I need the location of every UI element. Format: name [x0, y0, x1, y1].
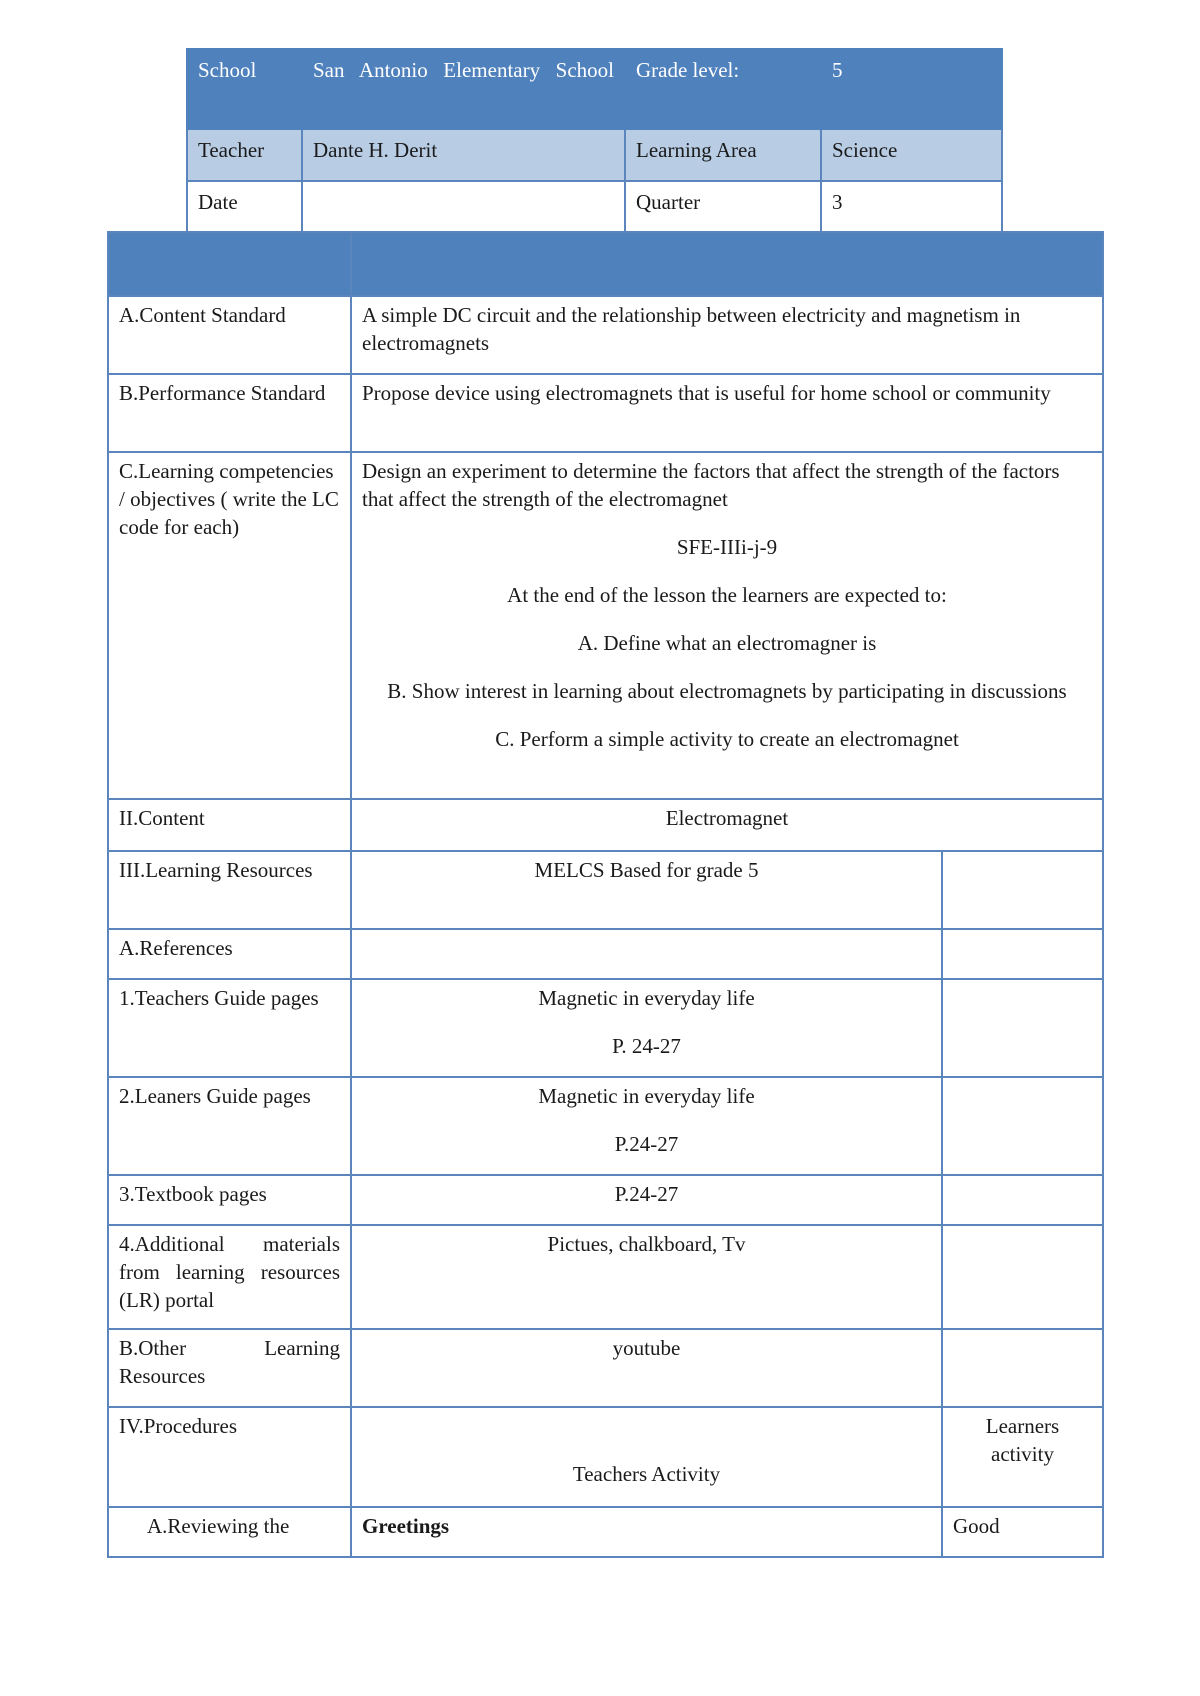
textbook-row [108, 1175, 1103, 1225]
learners-guide-cell [351, 1077, 942, 1175]
learners-guide-value: Magnetic in everyday life [538, 1084, 755, 1108]
learning-resources-extra [942, 851, 1103, 929]
header-table [186, 48, 1003, 234]
objective-c: C. Perform a simple activity to create an electromagnet [495, 727, 959, 751]
teachers-guide-pages: P. 24-27 [612, 1034, 681, 1058]
textbook-extra [942, 1175, 1103, 1225]
references-value [351, 929, 942, 979]
references-row [108, 929, 1103, 979]
school-value: San Antonio Elementary School [302, 49, 625, 129]
objective-a: A. Define what an electromagner is [577, 631, 877, 655]
expectation-text: At the end of the lesson the learners are expected to: [507, 583, 947, 607]
competencies-row [108, 452, 1103, 799]
other-resources-row [108, 1329, 1103, 1407]
objective-b: B. Show interest in learning about electromagnets by participating in discussions [387, 679, 1067, 703]
lesson-plan-table [107, 231, 1104, 1558]
learners-guide-label: 2.Leaners Guide pages [108, 1077, 351, 1175]
date-value [302, 181, 625, 233]
performance-standard-value: Propose device using electromagnets that is useful for home school or community [351, 374, 1103, 452]
procedures-row [108, 1407, 1103, 1507]
content-value: Electromagnet [351, 799, 1103, 851]
performance-standard-label: B.Performance Standard [108, 374, 351, 452]
quarter-label: Quarter [625, 181, 821, 233]
reviewing-teacher-activity: Greetings [351, 1507, 942, 1557]
content-row [108, 799, 1103, 851]
learners-guide-row [108, 1077, 1103, 1175]
grade-level-value: 5 [821, 49, 1002, 129]
reviewing-label: A.Reviewing the [108, 1507, 351, 1557]
additional-materials-label: 4.Additional materials from learning resources (LR) portal [108, 1225, 351, 1329]
content-standard-label: A.Content Standard [108, 296, 351, 374]
school-label: School [187, 49, 302, 129]
learning-resources-label: III.Learning Resources [108, 851, 351, 929]
teachers-guide-row [108, 979, 1103, 1077]
table-banner-row [108, 232, 1103, 296]
content-standard-value: A simple DC circuit and the relationship between electricity and magnetism in electromagnets [351, 296, 1103, 374]
banner-cell-right [351, 232, 1103, 296]
content-label: II.Content [108, 799, 351, 851]
other-resources-label: B.Other Learning Resources [108, 1329, 351, 1407]
learning-area-label: Learning Area [625, 129, 821, 181]
additional-materials-extra [942, 1225, 1103, 1329]
learning-resources-value: MELCS Based for grade 5 [351, 851, 942, 929]
learning-area-value: Science [821, 129, 1002, 181]
competencies-label: C.Learning competencies / objectives ( write the LC code for each) [108, 452, 351, 799]
teachers-guide-cell [351, 979, 942, 1077]
grade-level-label: Grade level: [625, 49, 821, 129]
competencies-intro: Design an experiment to determine the factors that affect the strength of the factors that affect the strength of the electromagnet [362, 459, 1060, 511]
learners-guide-extra [942, 1077, 1103, 1175]
teacher-value: Dante H. Derit [302, 129, 625, 181]
quarter-value: 3 [821, 181, 1002, 233]
references-extra [942, 929, 1103, 979]
teachers-activity-header: Teachers Activity [351, 1407, 942, 1507]
learning-resources-row [108, 851, 1103, 929]
reviewing-learner-activity: Good [942, 1507, 1103, 1557]
lc-code: SFE-IIIi-j-9 [676, 535, 778, 559]
reviewing-row [108, 1507, 1103, 1557]
other-resources-value: youtube [351, 1329, 942, 1407]
teacher-label: Teacher [187, 129, 302, 181]
teachers-guide-label: 1.Teachers Guide pages [108, 979, 351, 1077]
header-row-date [187, 181, 1002, 233]
content-standard-row [108, 296, 1103, 374]
textbook-value: P.24-27 [351, 1175, 942, 1225]
textbook-label: 3.Textbook pages [108, 1175, 351, 1225]
teachers-guide-value: Magnetic in everyday life [538, 986, 755, 1010]
additional-materials-row [108, 1225, 1103, 1329]
teachers-guide-extra [942, 979, 1103, 1077]
banner-cell-left [108, 232, 351, 296]
header-row-school [187, 49, 1002, 129]
date-label: Date [187, 181, 302, 233]
procedures-label: IV.Procedures [108, 1407, 351, 1507]
references-label: A.References [108, 929, 351, 979]
learners-activity-header: Learners activity [942, 1407, 1103, 1507]
other-resources-extra [942, 1329, 1103, 1407]
additional-materials-value: Pictues, chalkboard, Tv [351, 1225, 942, 1329]
competencies-cell [351, 452, 1103, 799]
performance-standard-row [108, 374, 1103, 452]
learners-guide-pages: P.24-27 [614, 1132, 679, 1156]
header-row-teacher [187, 129, 1002, 181]
